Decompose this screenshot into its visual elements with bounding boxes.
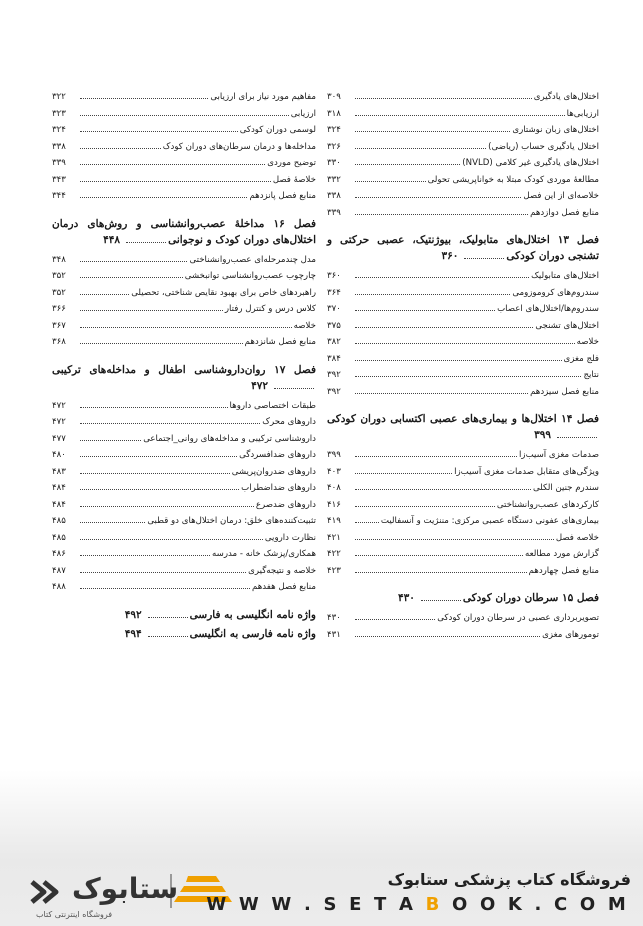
- toc-entry: [327, 138, 599, 155]
- toc-entry-page: ۴۸۵: [52, 516, 66, 526]
- toc-entry-page: ۳۳۸: [327, 191, 341, 201]
- chapter-page: ۳۶۰: [441, 250, 459, 262]
- leader-dots: [355, 350, 562, 361]
- toc-entry: [327, 512, 599, 529]
- toc-entry-title: نتایج: [583, 370, 599, 380]
- leader-dots: [355, 609, 435, 620]
- toc-entry-page: ۳۶۶: [52, 304, 66, 314]
- toc-entry-page: ۴۲۳: [327, 565, 341, 576]
- toc-chapter-heading: [52, 362, 316, 394]
- toc-entry-title: داروهای ضدافسردگی: [239, 450, 316, 460]
- leader-dots: [355, 383, 528, 394]
- leader-dots: [80, 317, 292, 328]
- toc-entry-page: ۳۷۵: [327, 320, 341, 331]
- chapter-page: ۴۹۲: [124, 608, 142, 621]
- url-highlight: B: [425, 894, 443, 915]
- leader-dots: [80, 545, 210, 556]
- toc-entry: [52, 154, 316, 171]
- toc-entry: [327, 545, 599, 562]
- chapter-page: ۴۴۸: [103, 233, 121, 246]
- toc-entry-page: ۴۸۸: [52, 582, 66, 592]
- chapter-page: ۳۹۹: [534, 429, 551, 441]
- toc-entry-title: تومورهای مغزی: [542, 629, 599, 640]
- toc-entry-title: خلاصه: [293, 320, 316, 331]
- toc-entry: [327, 88, 599, 105]
- toc-entry: [327, 479, 599, 496]
- toc-entry-title: چارچوب عصب‌روانشناسی توانبخشی: [184, 271, 316, 281]
- toc-entry-title: ارزیابی: [290, 108, 316, 119]
- toc-entry: [52, 397, 316, 414]
- leader-dots: [355, 446, 517, 457]
- chapter-title: واژه نامه انگلیسی به فارسی: [189, 608, 316, 621]
- toc-entry-title: ارزیابی‌ها: [566, 108, 599, 119]
- toc-entry-page: ۴۱۶: [327, 499, 341, 510]
- toc-entry-page: ۳۸۴: [327, 353, 341, 364]
- toc-entry: [327, 284, 599, 301]
- toc-entry: [52, 300, 316, 317]
- leader-dots: [80, 251, 187, 262]
- url-prefix: W W W . S E T A: [206, 894, 417, 915]
- toc-entry-title: طبقات اختصاصی داروها: [229, 400, 316, 411]
- toc-entry-title: داروهای ضداضطراب: [241, 483, 316, 493]
- toc-entry-page: ۳۶۰: [327, 271, 341, 281]
- toc-entry-title: نظارت دارویی: [264, 532, 316, 543]
- toc-entry-title: خلاصهٔ فصل: [272, 174, 316, 185]
- leader-dots: [274, 388, 314, 389]
- leader-dots: [80, 284, 129, 295]
- leader-dots: [126, 242, 166, 243]
- toc-entry: [52, 545, 316, 562]
- toc-entry-title: منابع فصل هفدهم: [252, 582, 316, 592]
- toc-entry: [52, 267, 316, 284]
- toc-entry-page: ۳۲۲: [52, 92, 66, 102]
- toc-entry-title: مطالعهٔ موردی کودک مبتلا به خواناپریشی تحولی: [427, 174, 599, 185]
- leader-dots: [355, 463, 452, 474]
- toc-entry-title: بیماری‌های عفونی دستگاه عصبی مرکزی: مننژیت و آنسفالیت: [380, 516, 599, 526]
- toc-entry-page: ۳۲۴: [327, 125, 341, 135]
- toc-entry: [52, 578, 316, 595]
- toc-entry: [52, 171, 316, 188]
- leader-dots: [80, 88, 208, 99]
- toc-entry-page: ۳۴۸: [52, 254, 66, 265]
- toc-entry-title: اختلال‌های یادگیری غیر کلامی (NVLD): [462, 158, 599, 168]
- store-url[interactable]: [206, 894, 629, 915]
- leader-dots: [80, 578, 250, 589]
- leader-dots: [355, 366, 581, 377]
- toc-entry-title: سندروم‌ها/اختلال‌های اعصاب: [497, 304, 599, 314]
- leader-dots: [355, 171, 426, 182]
- toc-entry: [327, 267, 599, 284]
- leader-dots: [80, 121, 238, 132]
- leader-dots: [355, 545, 523, 556]
- toc-entry-title: منابع فصل سیزدهم: [530, 386, 599, 397]
- store-name: فروشگاه کتاب پزشکی ستابوک: [387, 870, 631, 889]
- toc-entry-page: ۳۶۸: [52, 337, 66, 347]
- toc-entry-page: ۳۱۸: [327, 108, 341, 119]
- toc-entry-title: منابع فصل چهاردهم: [528, 565, 599, 576]
- toc-chapter-heading: [52, 607, 316, 623]
- toc-entry: [327, 350, 599, 367]
- leader-dots: [148, 617, 188, 618]
- leader-dots: [355, 154, 460, 165]
- toc-entry-page: ۴۸۳: [52, 466, 66, 477]
- leader-dots: [80, 138, 161, 149]
- leader-dots: [80, 529, 263, 540]
- toc-entry-title: مداخله‌ها و درمان سرطان‌های دوران کودک: [162, 141, 316, 152]
- chapter-page: ۴۷۲: [251, 379, 268, 392]
- leader-dots: [355, 562, 527, 573]
- toc-entry: [52, 317, 316, 334]
- toc-entry-page: ۳۳۲: [327, 174, 341, 185]
- leader-dots: [148, 636, 188, 637]
- leader-dots: [355, 187, 521, 198]
- leader-dots: [355, 300, 495, 311]
- toc-entry-title: کارکردهای عصب‌روانشناختی: [496, 499, 599, 510]
- toc-entry-title: داروهای ضدصرع: [255, 499, 316, 510]
- toc-entry-page: ۳۳۸: [52, 141, 66, 152]
- toc-entry: [52, 529, 316, 546]
- toc-entry: [327, 383, 599, 400]
- toc-entry-title: خلاصه‌ای از این فصل: [523, 191, 599, 201]
- leader-dots: [80, 512, 145, 523]
- leader-dots: [355, 267, 529, 278]
- toc-entry: [327, 626, 599, 643]
- toc-entry-title: کلاس درس و کنترل رفتار: [224, 304, 316, 314]
- leader-dots: [355, 479, 531, 490]
- toc-entry-page: ۴۰۸: [327, 483, 341, 493]
- toc-entry-page: ۳۵۲: [52, 271, 66, 281]
- leader-dots: [355, 333, 575, 344]
- toc-entry: [327, 529, 599, 546]
- toc-entry-title: داروهای محرک: [262, 417, 316, 427]
- leader-dots: [355, 529, 554, 540]
- toc-entry: [327, 609, 599, 626]
- toc-entry-title: لوسمی دوران کودکی: [239, 125, 316, 135]
- toc-entry-page: ۴۲۲: [327, 549, 341, 559]
- toc-chapter-heading: [327, 590, 599, 606]
- toc-entry-title: راهبردهای خاص برای بهبود نقایص شناختی، تحصیلی: [131, 287, 316, 298]
- logo-caption: فروشگاه اینترنتی کتاب: [36, 910, 113, 919]
- toc-entry-page: ۴۳۰: [327, 613, 341, 623]
- chapter-title: واژه نامه فارسی به انگلیسی: [189, 627, 316, 640]
- toc-entry-page: ۳۵۲: [52, 287, 66, 298]
- logo-wordmark: ستابوک: [72, 872, 179, 905]
- chapter-title: فصل ۱۷ روان‌داروشناسی اطفال و مداخله‌های ترکیبی: [52, 363, 317, 376]
- leader-dots: [80, 267, 183, 278]
- leader-dots: [557, 437, 597, 438]
- toc-entry-title: مدل چندمرحله‌ای عصب‌روانشناختی: [189, 254, 316, 265]
- toc-entry-page: ۴۰۳: [327, 466, 341, 477]
- toc-entry-page: ۴۸۴: [52, 499, 66, 510]
- chapter-title: فصل ۱۶ مداخلهٔ عصب‌روانشناسی و روش‌های درمان اختلال‌های دوران کودک و نوجوانی: [52, 217, 317, 246]
- chapter-title: فصل ۱۵ سرطان دوران کودکی: [462, 592, 599, 604]
- leader-dots: [355, 512, 379, 523]
- toc-entry: [52, 446, 316, 463]
- leader-dots: [80, 105, 289, 116]
- leader-dots: [80, 430, 141, 441]
- toc-entry: [52, 333, 316, 350]
- leader-dots: [464, 258, 504, 259]
- toc-entry-page: ۳۸۲: [327, 337, 341, 347]
- toc-chapter-heading: [52, 626, 316, 642]
- toc-entry: [52, 463, 316, 480]
- toc-entry: [52, 284, 316, 301]
- leader-dots: [355, 121, 510, 132]
- toc-entry-page: ۴۷۷: [52, 433, 66, 444]
- leader-dots: [80, 446, 237, 457]
- leader-dots: [355, 204, 528, 215]
- url-suffix: O O K . C O M: [451, 894, 629, 915]
- toc-entry-page: ۴۸۵: [52, 532, 66, 543]
- leader-dots: [80, 496, 254, 507]
- toc-entry-title: اختلال‌های زبان نوشتاری: [512, 125, 599, 135]
- toc-entry: [52, 479, 316, 496]
- toc-entry-page: ۴۲۱: [327, 532, 341, 543]
- toc-entry: [327, 366, 599, 383]
- leader-dots: [80, 562, 246, 573]
- leader-dots: [355, 88, 532, 99]
- toc-entry-title: سندروم‌های کروموزومی: [512, 287, 599, 298]
- toc-chapter-heading: [52, 216, 316, 248]
- leader-dots: [355, 138, 486, 149]
- toc-entry: [327, 154, 599, 171]
- toc-entry: [52, 496, 316, 513]
- chapter-page: ۴۹۴: [124, 627, 142, 640]
- leader-dots: [355, 284, 510, 295]
- leader-dots: [80, 154, 265, 165]
- leader-dots: [355, 317, 533, 328]
- toc-entry: [327, 496, 599, 513]
- toc-left-column: [52, 88, 316, 645]
- toc-entry-title: فلج مغزی: [563, 353, 599, 364]
- toc-entry: [327, 446, 599, 463]
- toc-entry-title: داروشناسی ترکیبی و مداخله‌های روانی_اجتماعی: [143, 433, 316, 444]
- leader-dots: [80, 413, 260, 424]
- toc-entry-page: ۳۲۶: [327, 141, 341, 152]
- toc-entry: [52, 251, 316, 268]
- toc-entry: [52, 138, 316, 155]
- toc-entry: [52, 413, 316, 430]
- toc-entry-page: ۴۸۴: [52, 483, 66, 493]
- toc-entry-page: ۴۱۹: [327, 516, 341, 526]
- toc-entry: [327, 317, 599, 334]
- toc-entry-page: ۴۸۶: [52, 549, 66, 559]
- toc-entry: [52, 121, 316, 138]
- toc-entry: [327, 171, 599, 188]
- toc-entry-title: صدمات مغزی آسیب‌زا: [519, 450, 599, 460]
- toc-entry-page: ۴۸۰: [52, 450, 66, 460]
- toc-entry-title: تصویربرداری عصبی در سرطان دوران کودکی: [437, 613, 599, 623]
- toc-entry: [327, 562, 599, 579]
- toc-entry-page: ۳۶۴: [327, 287, 341, 298]
- chapter-page: ۴۳۰: [397, 592, 415, 604]
- leader-dots: [80, 300, 223, 311]
- toc-entry-title: منابع فصل پانزدهم: [249, 191, 316, 201]
- toc-entry: [52, 187, 316, 204]
- toc-entry: [52, 512, 316, 529]
- store-footer: [0, 848, 643, 926]
- toc-chapter-heading: [327, 411, 599, 443]
- toc-entry-page: ۴۳۱: [327, 629, 341, 640]
- toc-entry-title: خلاصه فصل: [555, 532, 599, 543]
- toc-entry-title: خلاصه: [576, 337, 599, 347]
- leader-dots: [80, 479, 239, 490]
- toc-entry-title: اختلال یادگیری حساب (ریاضی): [488, 141, 599, 152]
- chapter-title: فصل ۱۳ اختلال‌های متابولیک، بیوژنتیک، عصبی حرکتی و تشنجی دوران کودکی: [327, 234, 599, 262]
- toc-entry-page: ۳۲۴: [52, 125, 66, 135]
- toc-entry-page: ۳۳۹: [327, 207, 341, 218]
- toc-entry-title: اختلال‌های متابولیک: [531, 271, 599, 281]
- toc-entry-title: داروهای ضدروان‌پریشی: [231, 466, 316, 477]
- toc-entry-page: ۴۷۲: [52, 417, 66, 427]
- toc-entry-page: ۳۳۰: [327, 158, 341, 168]
- toc-entry-page: ۳۴۳: [52, 174, 66, 185]
- leader-dots: [355, 496, 495, 507]
- toc-entry-page: ۳۳۹: [52, 158, 66, 168]
- toc-entry-title: منابع فصل شانزدهم: [244, 337, 316, 347]
- toc-entry-title: همکاری/پزشک خانه - مدرسه: [212, 549, 316, 559]
- leader-dots: [80, 333, 243, 344]
- toc-entry-title: اختلال‌های یادگیری: [533, 92, 599, 102]
- toc-right-column: [327, 88, 599, 642]
- toc-entry: [52, 562, 316, 579]
- toc-entry-title: خلاصه و نتیجه‌گیری: [248, 565, 316, 576]
- leader-dots: [355, 626, 540, 637]
- toc-entry: [327, 105, 599, 122]
- toc-entry-page: ۳۷۰: [327, 304, 341, 314]
- leader-dots: [80, 397, 228, 408]
- toc-entry-page: ۴۸۷: [52, 565, 66, 576]
- toc-entry-page: ۳۲۳: [52, 108, 66, 119]
- toc-entry-page: ۳۰۹: [327, 92, 341, 102]
- toc-entry-title: گزارش مورد مطالعه: [525, 549, 599, 559]
- leader-dots: [80, 463, 230, 474]
- toc-entry-page: ۳۹۲: [327, 370, 341, 380]
- toc-entry: [52, 430, 316, 447]
- toc-entry-page: ۳۶۷: [52, 320, 66, 331]
- leader-dots: [421, 600, 461, 601]
- toc-entry: [52, 88, 316, 105]
- toc-entry: [327, 187, 599, 204]
- chapter-title: فصل ۱۴ اختلال‌ها و بیماری‌های عصبی اکتسابی دوران کودکی: [327, 413, 599, 425]
- toc-entry-title: توضیح موردی: [267, 158, 316, 168]
- toc-entry-title: تثبیت‌کننده‌های خلق: درمان اختلال‌های دو قطبی: [147, 516, 316, 526]
- toc-entry-title: منابع فصل دوازدهم: [530, 207, 599, 218]
- toc-entry-title: مفاهیم مورد نیاز برای ارزیابی: [210, 92, 316, 102]
- leader-dots: [80, 171, 271, 182]
- toc-entry: [327, 121, 599, 138]
- toc-entry-title: اختلال‌های تشنجی: [535, 320, 599, 331]
- leader-dots: [355, 105, 565, 116]
- toc-entry-page: ۳۹۲: [327, 386, 341, 397]
- toc-entry-title: ویژگی‌های متقابل صدمات مغزی آسیب‌زا: [454, 466, 599, 477]
- toc-entry-page: ۴۷۲: [52, 400, 66, 411]
- toc-entry-page: ۳۴۴: [52, 191, 66, 201]
- toc-entry: [327, 463, 599, 480]
- toc-chapter-heading: [327, 232, 599, 264]
- leader-dots: [80, 187, 247, 198]
- toc-entry: [52, 105, 316, 122]
- toc-entry-page: ۳۹۹: [327, 450, 341, 460]
- toc-entry: [327, 300, 599, 317]
- toc-entry: [327, 333, 599, 350]
- toc-entry: [327, 204, 599, 221]
- toc-entry-title: سندرم جنین الکلی: [532, 483, 599, 493]
